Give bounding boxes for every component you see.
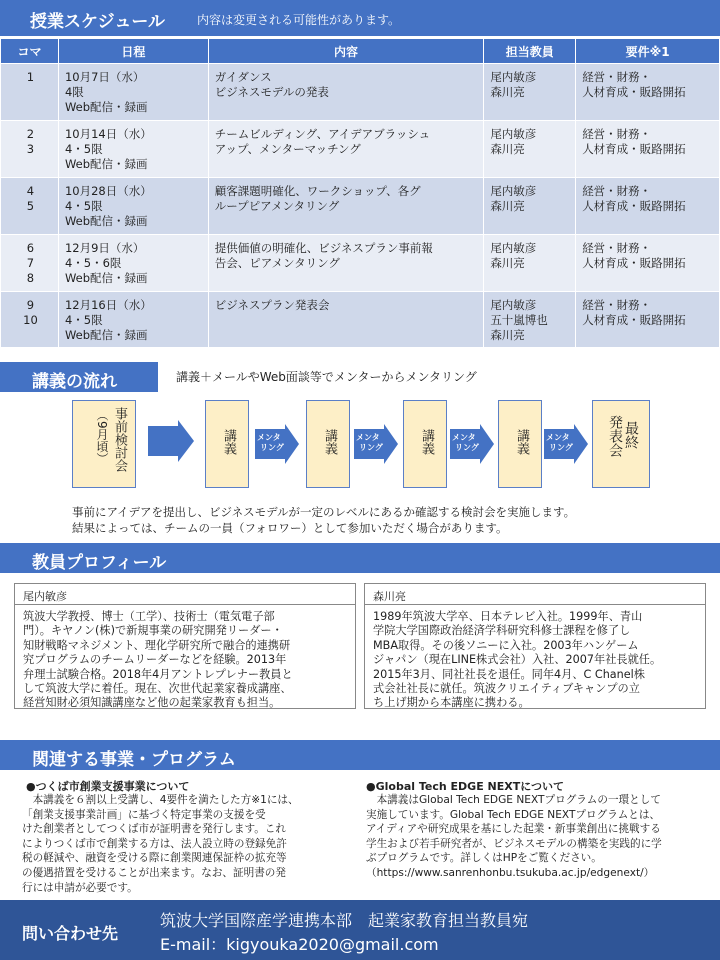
profile-card-right bbox=[364, 583, 706, 709]
lecture-box-1 bbox=[205, 400, 249, 488]
cell-koma: 2 3 bbox=[1, 121, 59, 178]
profile-header bbox=[0, 543, 720, 573]
flow-title: 講義の流れ bbox=[32, 372, 117, 392]
schedule-header-row bbox=[1, 39, 720, 64]
cell-content: 提供価値の明確化、ビジネスプラン事前報 告会、ピアメンタリング bbox=[208, 235, 484, 292]
cell-teacher: 尾内敏彦 森川亮 bbox=[484, 178, 576, 235]
cell-date: 10月14日（水） 4・5限 Web配信・録画 bbox=[58, 121, 208, 178]
lecture-label: 講義 bbox=[322, 429, 337, 455]
cell-content: チームビルディング、アイデアブラッシュ アップ、メンターマッチング bbox=[208, 121, 484, 178]
profile-divider bbox=[365, 604, 705, 605]
cell-teacher: 尾内敏彦 森川亮 bbox=[484, 235, 576, 292]
cell-teacher: 尾内敏彦 森川亮 bbox=[484, 121, 576, 178]
lecture-box-3 bbox=[403, 400, 447, 488]
cell-koma: 1 bbox=[1, 64, 59, 121]
cell-teacher: 尾内敏彦 森川亮 bbox=[484, 64, 576, 121]
flow-note-2: 結果によっては、チームの一員（フォロワー）として参加いただく場合があります。 bbox=[72, 521, 508, 535]
col-content: 内容 bbox=[208, 39, 484, 64]
cell-requirement: 経営・財務・ 人材育成・販路開拓 bbox=[576, 292, 720, 348]
table-row bbox=[1, 121, 720, 178]
mentoring-label-1: メンタ bbox=[452, 433, 476, 442]
cell-koma: 9 10 bbox=[1, 292, 59, 348]
cell-content: ビジネスプラン発表会 bbox=[208, 292, 484, 348]
schedule-subtitle: 内容は変更される可能性があります。 bbox=[197, 13, 401, 27]
final-label: 最終 bbox=[623, 421, 639, 449]
cell-date: 12月16日（水） 4・5限 Web配信・録画 bbox=[58, 292, 208, 348]
mentoring-label-2: リング bbox=[455, 443, 479, 452]
lecture-label: 講義 bbox=[419, 429, 434, 455]
cell-requirement: 経営・財務・ 人材育成・販路開拓 bbox=[576, 64, 720, 121]
profile-title: 教員プロフィール bbox=[32, 553, 167, 573]
col-requirement: 要件※1 bbox=[576, 39, 720, 64]
mentoring-arrow bbox=[255, 424, 299, 464]
lecture-label: 講義 bbox=[221, 429, 236, 455]
related-left-text: 本講義を６割以上受講し、4要件を満たした方※1には、 「創業支援事業計画」に基づく特定事業の支援を受 けた創業者としてつくば市が証明書を発行します。これ によりつくば市で創業する方は、法人設立時の登録免許 税の軽減や、融資を受ける際に創業関連保証枠の拡充等 の優遇措置を受けることが出来ます。なお、証明書の発 行には申請が必要です。 bbox=[22, 794, 299, 894]
related-right-title: ●Global Tech EDGE NEXTについて bbox=[366, 780, 565, 793]
cell-koma: 4 5 bbox=[1, 178, 59, 235]
cell-content: ガイダンス ビジネスモデルの発表 bbox=[208, 64, 484, 121]
pre-review-label: 事前検討会 bbox=[112, 407, 127, 472]
mentoring-label-2: リング bbox=[260, 443, 284, 452]
cell-date: 12月9日（水） 4・5・6限 Web配信・録画 bbox=[58, 235, 208, 292]
related-left-title: ●つくば市創業支援事業について bbox=[26, 780, 190, 793]
mentoring-label-1: メンタ bbox=[356, 433, 380, 442]
flow-header bbox=[0, 362, 158, 392]
cell-requirement: 経営・財務・ 人材育成・販路開拓 bbox=[576, 235, 720, 292]
cell-requirement: 経営・財務・ 人材育成・販路開拓 bbox=[576, 178, 720, 235]
mentoring-arrow bbox=[354, 424, 398, 464]
mentoring-label-2: リング bbox=[549, 443, 573, 452]
flow-arrow-icon bbox=[148, 420, 194, 462]
profile-text: 筑波大学教授、博士（工学）、技術士（電気電子部 門）。キヤノン(株)で新規事業の研究開発リーダー・ 知財戦略マネジメント、理化学研究所で融合的連携研 究プログラムのチームリーダーなどを経験。2013年 弁理士試験合格。2018年4月アントレプレナー教員と して筑波大学に着任。現在、次世代起業家養成講座、 経営知財必須知識講座など他の起業家教育も担当。 bbox=[23, 610, 293, 710]
cell-content: 顧客課題明確化、ワークショップ、各グ ループピアメンタリング bbox=[208, 178, 484, 235]
profile-divider bbox=[15, 604, 355, 605]
profile-text: 1989年筑波大学卒、日本テレビ入社。1999年、青山 学院大学国際政治経済学科研究科修士課程を修了し MBA取得。その後ソニーに入社。2003年ハンゲーム ジャパン（現在LINE株式会社）入社、2007年社長就任。 2015年3月、同社社長を退任。同年4月、C Chanel株 式会社社長に就任。筑波クリエイティブキャンプの立 ち上げ期から本講座に携わる。 bbox=[373, 610, 662, 710]
cell-date: 10月28日（水） 4・5限 Web配信・録画 bbox=[58, 178, 208, 235]
table-row bbox=[1, 178, 720, 235]
cell-koma: 6 7 8 bbox=[1, 235, 59, 292]
table-row bbox=[1, 292, 720, 348]
cell-teacher: 尾内敏彦 五十嵐博也 森川亮 bbox=[484, 292, 576, 348]
final-label-2: 発表会 bbox=[607, 415, 623, 457]
contact-band bbox=[0, 900, 720, 960]
col-teacher: 担当教員 bbox=[484, 39, 576, 64]
schedule-table bbox=[0, 38, 720, 348]
profile-card-left bbox=[14, 583, 356, 709]
mentoring-arrow bbox=[544, 424, 588, 464]
mentoring-label-2: リング bbox=[359, 443, 383, 452]
related-title: 関連する事業・プログラム bbox=[32, 750, 236, 770]
pre-review-note: （9月頃） bbox=[95, 409, 109, 465]
contact-email[interactable]: E-mail：kigyouka2020@gmail.com bbox=[160, 935, 439, 954]
flow-note-1: 事前にアイデアを提出し、ビジネスモデルが一定のレベルにあるか確認する検討会を実施します。 bbox=[72, 505, 576, 519]
flow-description: 講義＋メールやWeb面談等でメンターからメンタリング bbox=[176, 370, 477, 384]
col-date: 日程 bbox=[58, 39, 208, 64]
cell-requirement: 経営・財務・ 人材育成・販路開拓 bbox=[576, 121, 720, 178]
schedule-header bbox=[0, 0, 720, 36]
related-header bbox=[0, 740, 720, 770]
related-right-text: 本講義はGlobal Tech EDGE NEXTプログラムの一環として 実施しています。Global Tech EDGE NEXTプログラムとは、 アイディアや研究成果を基にした起業・新事業創出に挑戦する 学生および若手研究者が、ビジネスモデルの構築を実践的に学 ぶプログラムです。詳しくはHPをご覧ください。 （https://www.sanrenhonbu.tsukuba.ac.jp/edgenext/） bbox=[366, 794, 662, 879]
table-row bbox=[1, 64, 720, 121]
mentoring-label-1: メンタ bbox=[257, 433, 281, 442]
profile-name: 尾内敏彦 bbox=[23, 590, 67, 603]
col-koma: コマ bbox=[1, 39, 59, 64]
profile-name: 森川亮 bbox=[373, 590, 406, 603]
schedule-title: 授業スケジュール bbox=[30, 12, 165, 32]
table-row bbox=[1, 235, 720, 292]
contact-label: 問い合わせ先 bbox=[22, 924, 119, 943]
pre-review-box bbox=[72, 400, 136, 488]
contact-org: 筑波大学国際産学連携本部 起業家教育担当教員宛 bbox=[160, 911, 529, 930]
mentoring-arrow bbox=[450, 424, 494, 464]
lecture-label: 講義 bbox=[514, 429, 529, 455]
lecture-box-4 bbox=[498, 400, 542, 488]
cell-date: 10月7日（水） 4限 Web配信・録画 bbox=[58, 64, 208, 121]
lecture-box-2 bbox=[306, 400, 350, 488]
mentoring-label-1: メンタ bbox=[546, 433, 570, 442]
final-presentation-box bbox=[592, 400, 650, 488]
